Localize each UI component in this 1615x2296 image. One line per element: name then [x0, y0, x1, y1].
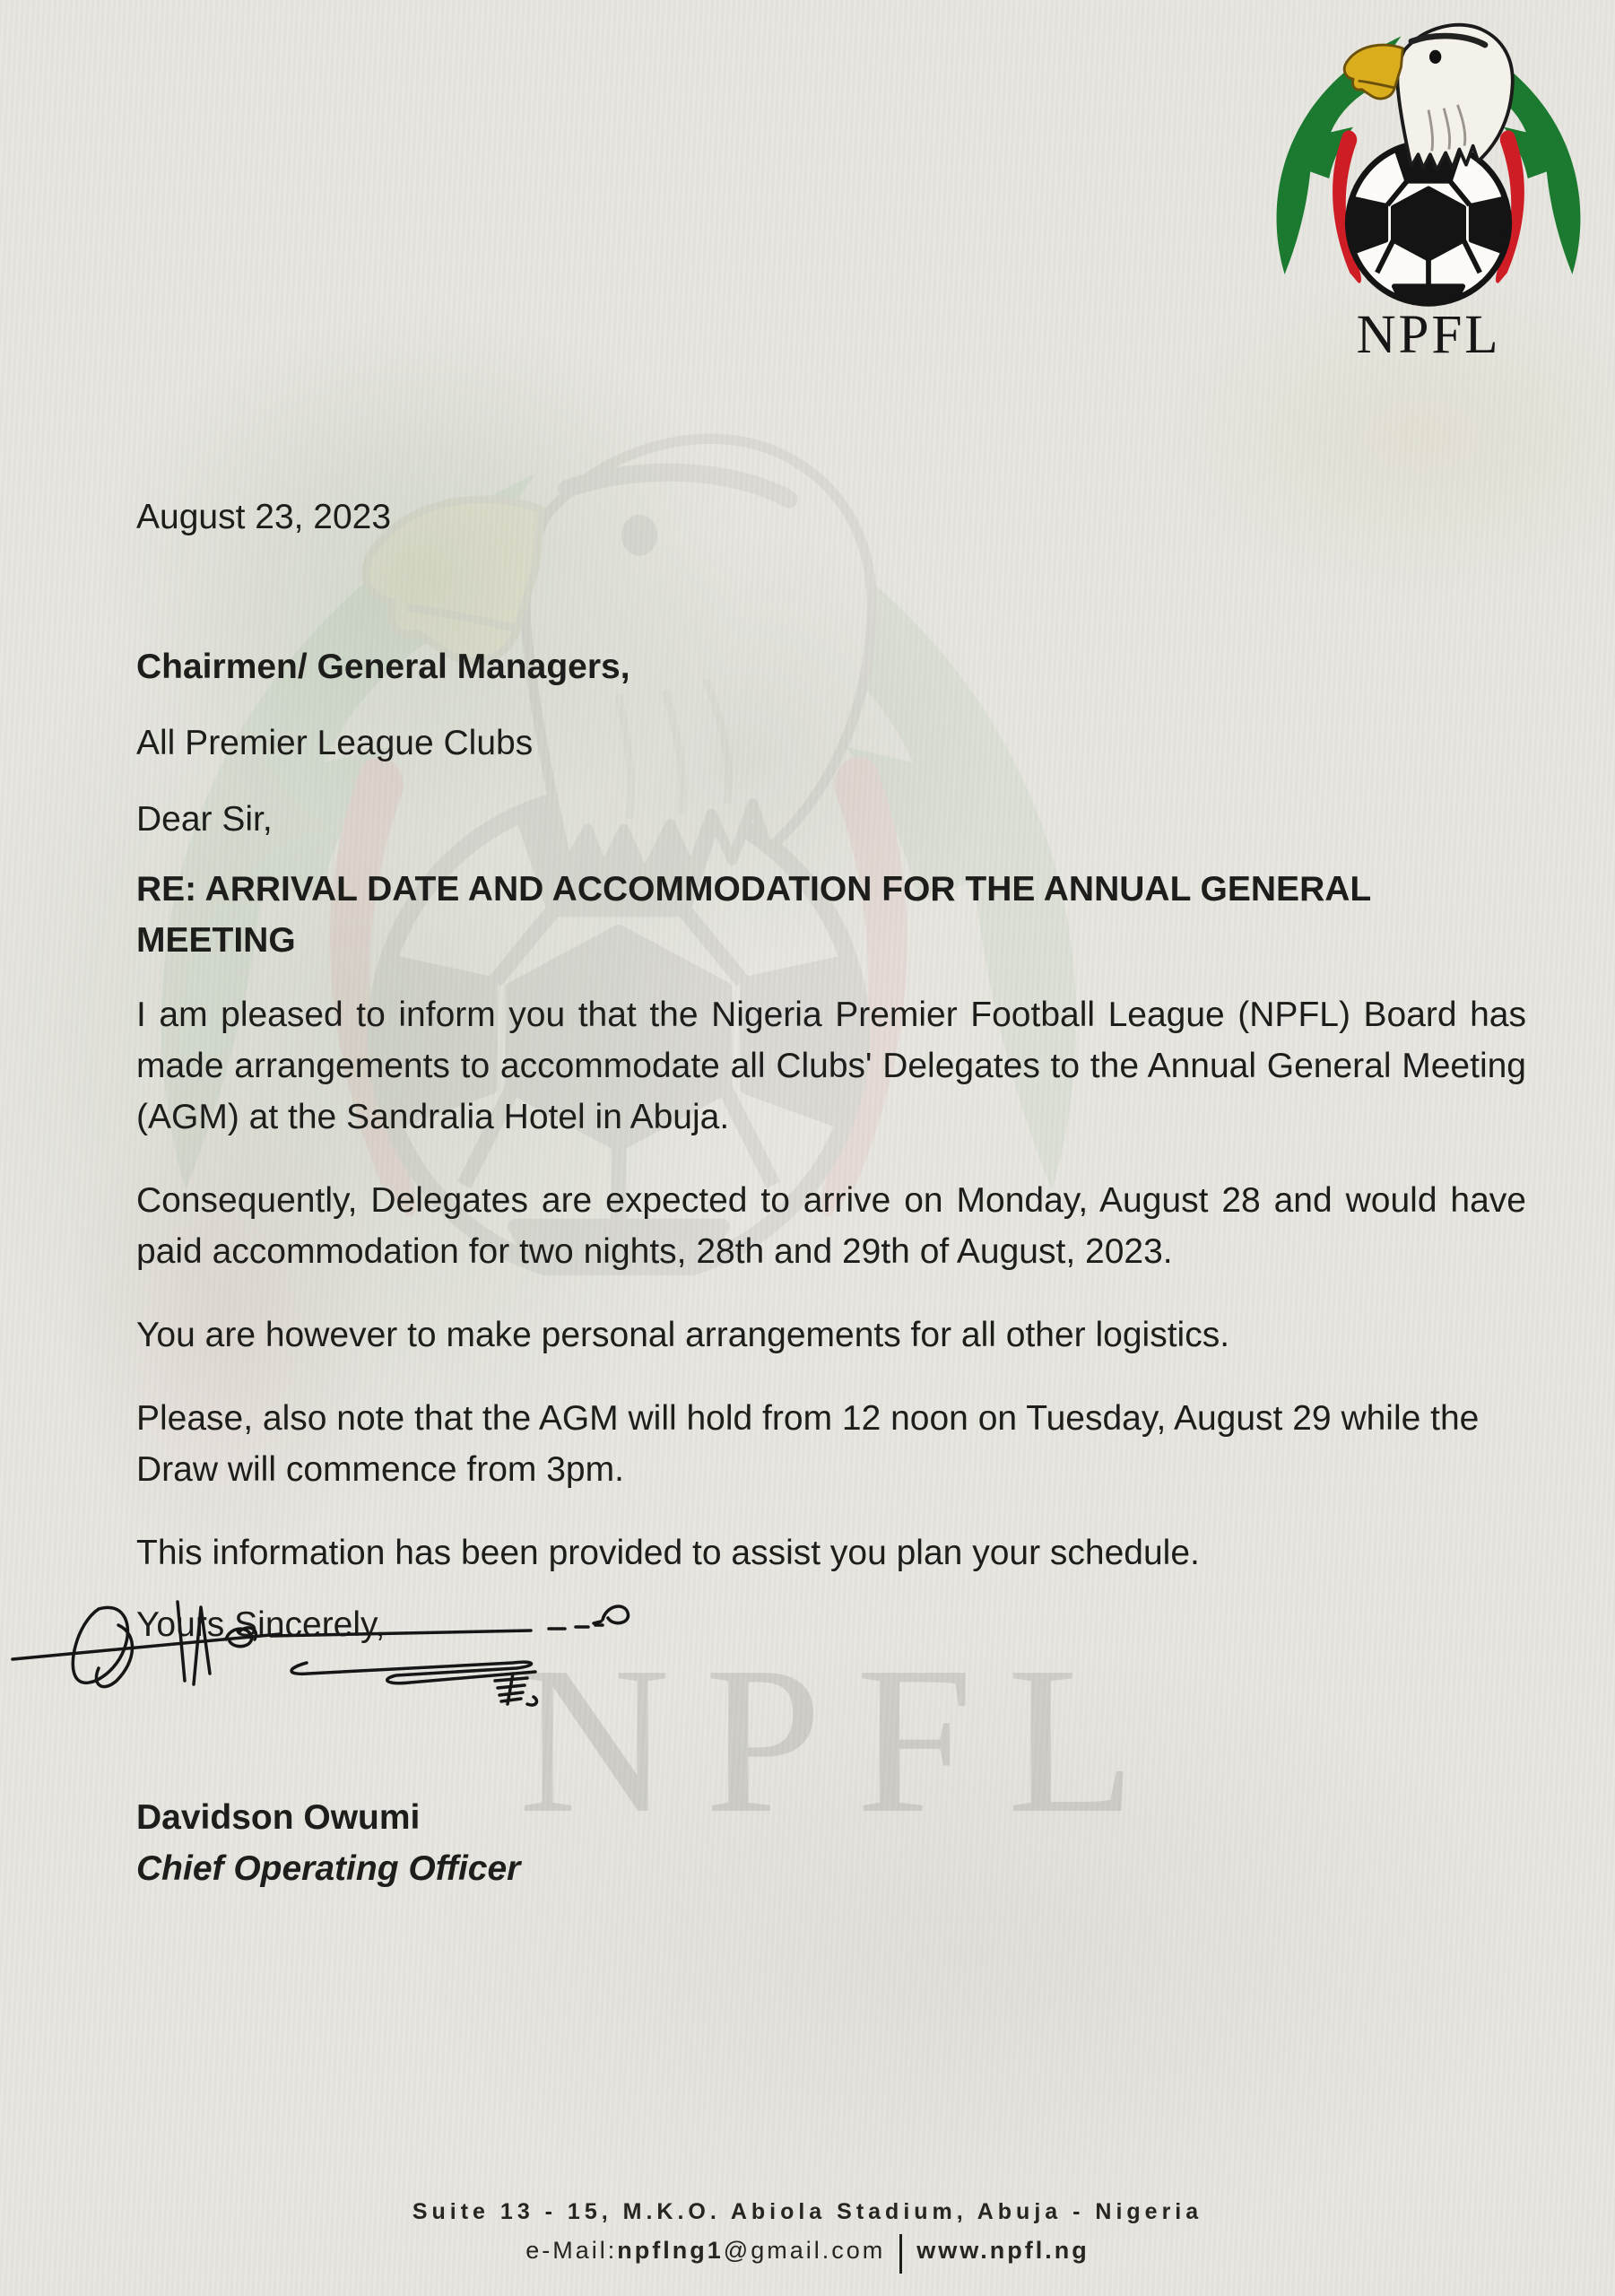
- npfl-logo: [1257, 7, 1600, 367]
- paragraph-2: Consequently, Delegates are expected to arrive on Monday, August 28 and would have paid accommodation for two nights, 28th and 29th of August, 2023.: [136, 1181, 1526, 1271]
- logo-wordmark: NPFL: [1356, 304, 1501, 365]
- football-icon: [1346, 137, 1510, 307]
- watermark-text: NPFL: [518, 1623, 1170, 1857]
- paragraph-3: You are however to make personal arrangements for all other logistics.: [136, 1316, 1230, 1354]
- website-url: www.npfl.ng: [916, 2237, 1090, 2265]
- signatory-title: Chief Operating Officer: [136, 1849, 521, 1888]
- footer-address: Suite 13 - 15, M.K.O. Abiola Stadium, Abuja - Nigeria: [412, 2199, 1203, 2224]
- letter-footer: [0, 2199, 1615, 2272]
- email-domain: @gmail.com: [723, 2237, 886, 2265]
- recipient-line-1: Chairmen/ General Managers,: [136, 648, 630, 686]
- footer-contact: [0, 2232, 1615, 2272]
- paragraph-4: Please, also note that the AGM will hold from 12 noon on Tuesday, August 29 while the Draw will commence from 3pm.: [136, 1399, 1480, 1489]
- salutation: Dear Sir,: [136, 800, 273, 839]
- email-label: e-Mail:: [525, 2237, 618, 2265]
- paragraph-5: This information has been provided to assist you plan your schedule.: [136, 1534, 1200, 1572]
- subject-line: RE: ARRIVAL DATE AND ACCOMMODATION FOR THE ANNUAL GENERAL MEETING: [136, 870, 1371, 960]
- closing: Yours Sincerely,: [136, 1605, 386, 1644]
- email-user: npflng1: [617, 2237, 724, 2265]
- footer-divider: [899, 2234, 902, 2274]
- paragraph-1: I am pleased to inform you that the Nigeria Premier Football League (NPFL) Board has made arrangements to accommodate all Clubs' Delegates to the Annual General Meeting (AGM) at the Sandralia Hotel in Abuja.: [136, 996, 1526, 1136]
- signature-icon: [11, 1598, 631, 1710]
- eagle-head-icon: [1344, 25, 1513, 170]
- signatory-name: Davidson Owumi: [136, 1798, 421, 1837]
- letter-date: August 23, 2023: [136, 498, 392, 536]
- recipient-line-2: All Premier League Clubs: [136, 724, 534, 762]
